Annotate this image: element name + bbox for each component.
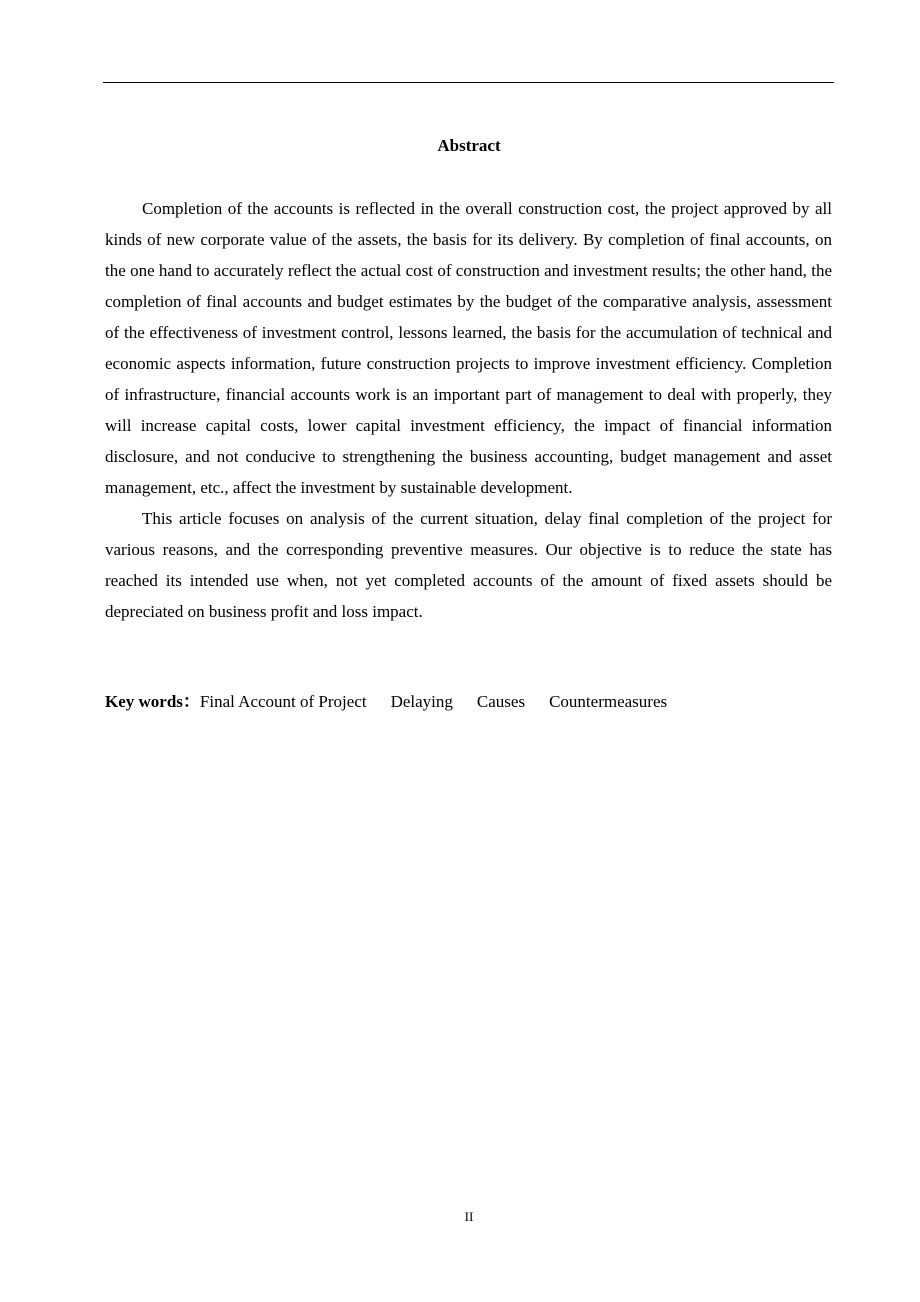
page-number: II — [464, 1209, 474, 1224]
abstract-body — [105, 193, 832, 627]
keyword-delaying: Delaying — [390, 692, 453, 711]
abstract-paragraph-2: This article focuses on analysis of the current situation, delay final completion of the project for various reasons, and the corresponding preventive measures. Our objective is to reduce the state has reached its intended use when, not yet completed accounts of the amount of fixed assets should be depreciated on business profit and loss impact. — [105, 509, 832, 621]
keyword-causes: Causes — [476, 692, 526, 711]
keywords-line — [105, 688, 832, 716]
abstract-paragraph-1: Completion of the accounts is reflected in the overall construction cost, the project approved by all kinds of new corporate value of the assets, the basis for its delivery. By completion of final accounts, on the one hand to accurately reflect the actual cost of construction and investment results; the other hand, the completion of final accounts and budget estimates by the budget of the comparative analysis, assessment of the effectiveness of investment control, lessons learned, the basis for the accumulation of technical and economic aspects information, future construction projects to improve investment efficiency. Completion of infrastructure, financial accounts work is an important part of management to deal with properly, they will increase capital costs, lower capital investment efficiency, the impact of financial information disclosure, and not conducive to strengthening the business accounting, budget management and asset management, etc., affect the investment by sustainable development. — [105, 199, 832, 497]
abstract-title: Abstract — [437, 136, 501, 155]
keyword-final-account: Final Account of Project — [199, 692, 367, 711]
keywords-label: Key words： — [105, 692, 200, 711]
keyword-countermeasures: Countermeasures — [549, 692, 668, 711]
header-rule — [103, 82, 834, 83]
